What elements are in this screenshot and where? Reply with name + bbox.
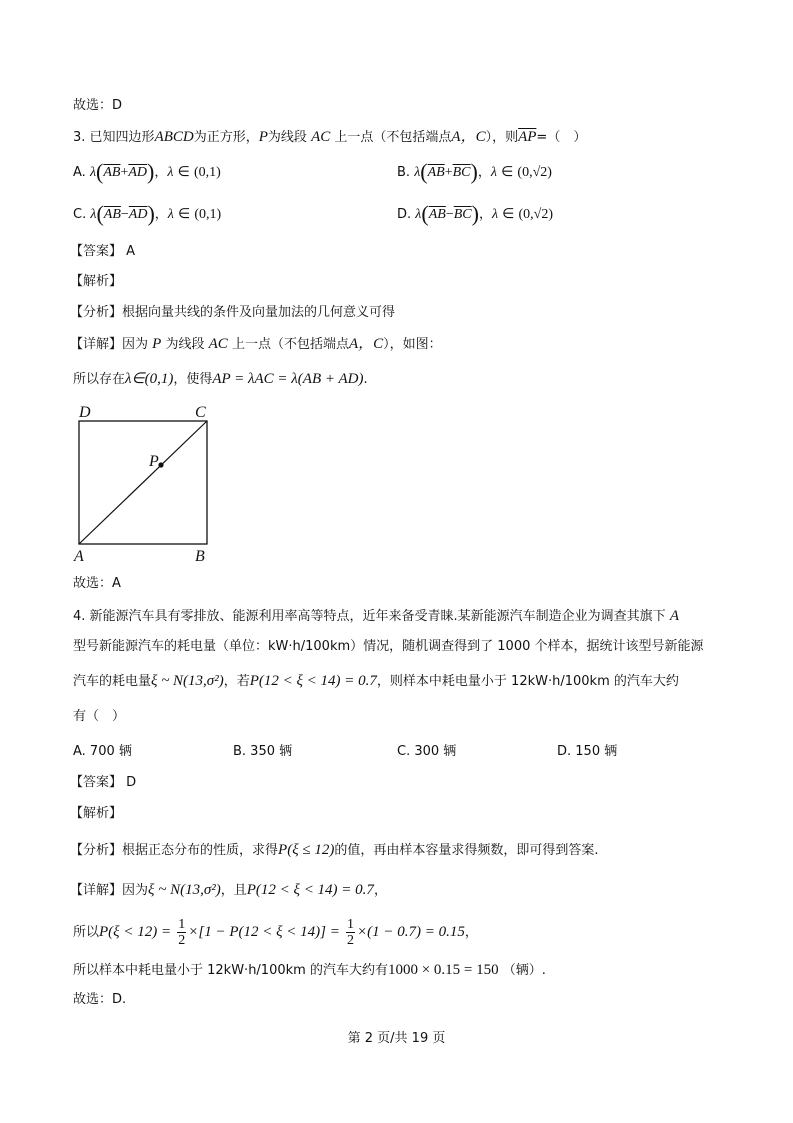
stem-text: ，若 <box>223 674 250 689</box>
square-figure <box>70 398 220 568</box>
text: 为线段 <box>165 337 205 352</box>
xiangjie-line <box>70 880 387 901</box>
answer-line: 故选：D. <box>73 992 127 1007</box>
stem-text: =（ ） <box>536 130 587 145</box>
text: 所以样本中耗电量小于 12kW·h/100km 的汽车大约有 <box>73 963 388 978</box>
point-p <box>158 462 163 467</box>
question-4-line-1 <box>73 606 679 627</box>
question-4-line-4: 有（ ） <box>73 709 126 724</box>
answer-tag: 【答案】 <box>70 244 123 259</box>
answer-tag: 【答案】 <box>70 775 123 790</box>
range-text: (0,1) <box>194 207 222 222</box>
answer-value: D <box>126 775 137 790</box>
text: 因为 <box>122 883 149 898</box>
stem-text: ），则 <box>485 130 519 145</box>
vector-text: $\overline{AB}$ <box>427 165 445 180</box>
option-letter: C. <box>73 207 87 222</box>
xiangjie-tag: 【详解】 <box>70 883 123 898</box>
math-text: A，C <box>451 129 486 145</box>
vector-text: $\overline{AP}$ <box>518 129 537 145</box>
vector-text: $\overline{AD}$ <box>128 165 148 180</box>
question-number: 3. <box>73 130 86 145</box>
math-text: ξ ~ N(13,σ²) <box>148 882 221 898</box>
stem-text: 汽车的耗电量 <box>73 674 152 689</box>
operator: + <box>444 165 453 180</box>
text: （辆）. <box>502 963 546 978</box>
denominator: 2 <box>178 933 186 948</box>
so-line: 所以存在λ∈(0,1)，使得AP = λAC = λ(AB + AD). <box>73 371 368 387</box>
range-text: (0,1) <box>193 165 221 180</box>
option-a: A. $\lambda(\overline{AB}+\overline{AD})$，λ ∈ (0,1) <box>73 159 221 184</box>
math-text: P(ξ < 12) = <box>99 924 172 940</box>
option-c: C. $\lambda(\overline{AB}-\overline{AD})$，λ ∈ (0,1) <box>73 201 222 226</box>
vector-text: $\overline{BC}$ <box>453 207 472 222</box>
fenxi-tag: 【分析】 <box>70 843 123 858</box>
fenxi-tag: 【分析】 <box>70 305 123 320</box>
option-c: C. 300 辆 <box>397 744 457 759</box>
math-text: P <box>152 336 162 352</box>
math-text: ξ ~ N(13,σ²) <box>151 673 224 689</box>
answer-value: A <box>126 244 136 259</box>
fenxi-line <box>70 303 395 323</box>
operator: + <box>120 165 129 180</box>
analysis-tag: 【解析】 <box>70 274 123 289</box>
question-3-stem <box>73 127 586 148</box>
option-a: A. 700 辆 <box>73 744 132 759</box>
math-text: A <box>669 608 679 624</box>
math-text: ABCD <box>154 129 194 145</box>
math-text: P(12 < ξ < 14) = 0.7 <box>246 882 374 898</box>
fenxi-line <box>70 840 598 861</box>
stem-text: 新能源汽车具有零排放、能源利用率高等特点，近年来备受青睐.某新能源汽车制造企业为调查其旗下 <box>89 609 666 624</box>
stem-text: 为线段 <box>267 130 307 145</box>
vector-text: $\overline{AB}$ <box>428 207 446 222</box>
vector-text: $\overline{AD}$ <box>128 207 148 222</box>
vector-text: $\overline{BC}$ <box>452 165 471 180</box>
diagonal-ac <box>79 421 207 544</box>
fenxi-text: 根据向量共线的条件及向量加法的几何意义可得 <box>122 305 396 320</box>
math-text: λ∈(0,1) <box>125 371 174 387</box>
stem-text: ，则样本中耗电量小于 12kW·h/100km 的汽车大约 <box>376 674 679 689</box>
xiangjie-line <box>70 334 442 355</box>
option-d: D. 150 辆 <box>557 744 618 759</box>
question-number: 4. <box>73 609 86 624</box>
math-equation: AP = λAC = λ(AB + AD) <box>212 371 364 387</box>
label-d: D <box>79 404 91 421</box>
label-a: A <box>74 548 84 565</box>
math-text: A，C <box>348 336 384 352</box>
stem-text: 已知四边形 <box>89 130 155 145</box>
math-text: AC <box>208 336 228 352</box>
option-d: D. $\lambda(\overline{AB}-\overline{BC})$，λ ∈ (0,√2) <box>397 201 554 226</box>
operator: − <box>120 207 129 222</box>
numerator: 1 <box>178 917 186 932</box>
text: 的值，再由样本容量求得频数，即可得到答案. <box>334 843 599 858</box>
question-4-line-2: 型号新能源汽车的耗电量（单位：kW·h/100km）情况，随机调查得到了 1000 个样本，据统计该型号新能源 <box>73 639 704 654</box>
vector-text: $\overline{AB}$ <box>103 207 121 222</box>
math-text: P(12 < ξ < 14) = 0.7 <box>249 673 377 689</box>
answer-line: 故选：A <box>73 576 121 591</box>
text: 因为 <box>122 337 149 352</box>
text: 上一点（不包括端点 <box>231 337 349 352</box>
derivation-line-2 <box>73 960 546 981</box>
text: ，且 <box>220 883 247 898</box>
option-b: B. 350 辆 <box>233 744 293 759</box>
page-footer: 第 2 页/共 19 页 <box>347 1031 446 1046</box>
stem-text: 为正方形， <box>193 130 259 145</box>
answer-block <box>70 242 135 262</box>
math-text: 1000 × 0.15 = 150 <box>387 962 499 978</box>
range-text: (0,√2) <box>518 207 554 222</box>
math-text: ×(1 − 0.7) = 0.15 <box>357 924 465 940</box>
label-c: C <box>195 404 206 421</box>
text: 所以存在 <box>73 372 126 387</box>
vector-text: $\overline{AB}$ <box>103 165 121 180</box>
math-text: P <box>258 129 268 145</box>
fraction-half <box>177 917 186 948</box>
math-text: P(ξ ≤ 12) <box>278 842 335 858</box>
numerator: 1 <box>347 917 354 932</box>
operator: − <box>445 207 454 222</box>
text: ， <box>373 883 387 898</box>
option-letter: A. <box>73 165 86 180</box>
range-text: (0,√2) <box>517 165 552 180</box>
math-text: AC <box>311 129 331 145</box>
option-b: B. $\lambda(\overline{AB}+\overline{BC})$，λ ∈ (0,√2) <box>397 159 552 184</box>
answer-line: 故选：D <box>73 98 123 113</box>
label-p: P <box>149 453 159 470</box>
stem-text: 上一点（不包括端点 <box>334 130 452 145</box>
denominator: 2 <box>347 933 354 948</box>
question-4-line-3 <box>73 671 679 692</box>
text: ， <box>464 925 478 940</box>
fraction-half <box>346 917 355 948</box>
derivation-line-1 <box>73 915 478 950</box>
option-letter: B. <box>397 165 411 180</box>
answer-block <box>70 773 136 793</box>
math-text: ×[1 − P(12 < ξ < 14)] = <box>188 924 340 940</box>
option-letter: D. <box>397 207 412 222</box>
text: ，使得 <box>173 372 213 387</box>
xiangjie-tag: 【详解】 <box>70 337 123 352</box>
text: 所以 <box>73 925 100 940</box>
analysis-tag: 【解析】 <box>70 806 123 821</box>
text: 根据正态分布的性质，求得 <box>122 843 279 858</box>
label-b: B <box>195 548 205 565</box>
text: ），如图： <box>383 337 442 352</box>
